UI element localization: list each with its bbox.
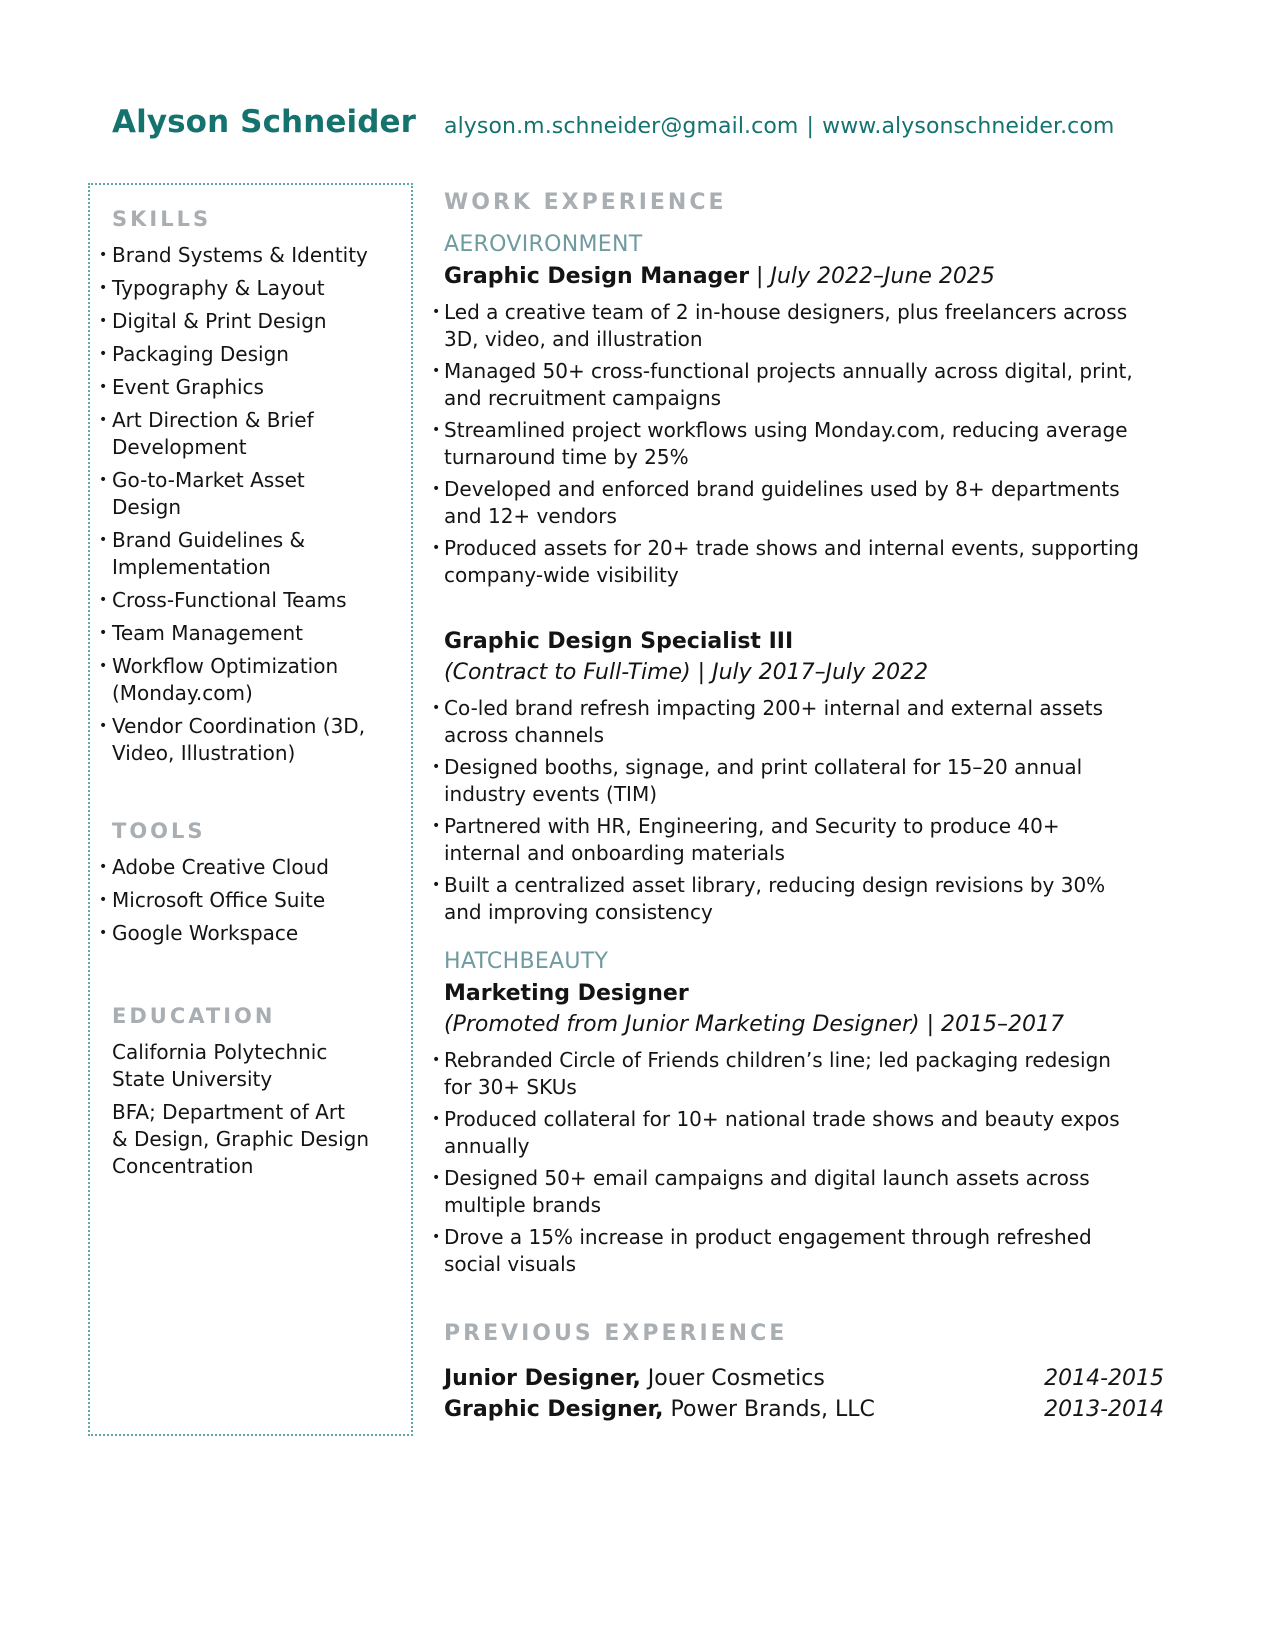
job-separator: |: [919, 1012, 941, 1037]
job-bullets: [444, 695, 1164, 926]
job-bullets: [444, 299, 1164, 589]
list-item: • Brand Guidelines & Implementation: [112, 527, 391, 581]
list-item: • Partnered with HR, Engineering, and Security to produce 40+ internal and onboarding materials: [444, 813, 1164, 867]
job-dates: July 2017–July 2022: [712, 660, 929, 685]
sidebar: [88, 183, 413, 1436]
previous-experience-heading: PREVIOUS EXPERIENCE: [444, 1321, 788, 1346]
contact-line: [444, 114, 1114, 139]
list-item: • Streamlined project workflows using Monday.com, reducing average turnaround time by 25%: [444, 417, 1164, 471]
list-item: • Managed 50+ cross-functional projects annually across digital, print, and recruitment campaigns: [444, 358, 1164, 412]
job-separator: |: [749, 264, 771, 289]
list-item: • Microsoft Office Suite: [112, 887, 391, 914]
previous-job: Junior Designer, Jouer Cosmetics: [444, 1366, 825, 1391]
previous-job-row: [444, 1363, 1164, 1394]
previous-job-row: [444, 1394, 1164, 1425]
main-column: [444, 190, 1164, 1425]
list-item: • Developed and enforced brand guidelines used by 8+ departments and 12+ vendors: [444, 476, 1164, 530]
list-item: • Led a creative team of 2 in-house designers, plus freelancers across 3D, video, and illustration: [444, 299, 1164, 353]
job-note: (Promoted from Junior Marketing Designer): [444, 1012, 920, 1037]
list-item: • Co-led brand refresh impacting 200+ internal and external assets across channels: [444, 695, 1164, 749]
list-item: • Art Direction & Brief Development: [112, 407, 391, 461]
job-title: Marketing Designer: [444, 981, 689, 1006]
contact-separator: |: [806, 114, 815, 139]
previous-job: Graphic Designer, Power Brands, LLC: [444, 1397, 875, 1422]
resume-name: Alyson Schneider: [112, 104, 417, 140]
list-item: • Packaging Design: [112, 341, 391, 368]
list-item: • Go-to-Market Asset Design: [112, 467, 391, 521]
list-item: • Produced assets for 20+ trade shows and internal events, supporting company-wide visibility: [444, 535, 1164, 589]
list-item: • Event Graphics: [112, 374, 391, 401]
job-title-line: [444, 978, 1164, 1009]
list-item: • Digital & Print Design: [112, 308, 391, 335]
education-degree: BFA; Department of Art & Design, Graphic Design Concentration: [112, 1100, 370, 1178]
list-item: • Produced collateral for 10+ national trade shows and beauty expos annually: [444, 1106, 1164, 1160]
list-item: • Designed booths, signage, and print collateral for 15–20 annual industry events (TIM): [444, 754, 1164, 808]
job-title-line: [444, 626, 1164, 657]
email-link[interactable]: alyson.m.schneider@gmail.com: [444, 114, 799, 139]
list-item: • Brand Systems & Identity: [112, 242, 391, 269]
list-item: • Rebranded Circle of Friends children’s line; led packaging redesign for 30+ SKUs: [444, 1047, 1164, 1101]
list-item: • Built a centralized asset library, reducing design revisions by 30% and improving consistency: [444, 872, 1164, 926]
job-meta-line: [444, 657, 1164, 688]
website-link[interactable]: www.alysonschneider.com: [822, 114, 1115, 139]
job-meta-line: [444, 1009, 1164, 1040]
skills-list: [112, 242, 391, 767]
company-aerovironment: AEROVIRONMENT: [444, 232, 643, 257]
list-item: • Vendor Coordination (3D, Video, Illustration): [112, 713, 391, 767]
job-dates: July 2022–June 2025: [770, 264, 995, 289]
previous-job-years: 2013-2014: [1044, 1397, 1164, 1422]
list-item: • Drove a 15% increase in product engagement through refreshed social visuals: [444, 1224, 1164, 1278]
list-item: • Designed 50+ email campaigns and digital launch assets across multiple brands: [444, 1165, 1164, 1219]
job-bullets: [444, 1047, 1164, 1278]
list-item: • Team Management: [112, 620, 391, 647]
tools-heading: TOOLS: [112, 819, 206, 843]
job-separator: |: [690, 660, 713, 685]
job-title: Graphic Design Manager: [444, 264, 750, 289]
job-title-line: [444, 261, 1164, 292]
job-title: Graphic Design Specialist III: [444, 629, 794, 654]
education-school: California Polytechnic State University: [112, 1040, 328, 1091]
job-dates: 2015–2017: [940, 1012, 1064, 1037]
list-item: • Google Workspace: [112, 920, 391, 947]
company-hatchbeauty: HATCHBEAUTY: [444, 949, 609, 974]
work-experience-heading: WORK EXPERIENCE: [444, 190, 727, 215]
skills-heading: SKILLS: [112, 207, 212, 231]
list-item: • Typography & Layout: [112, 275, 391, 302]
job-note: (Contract to Full-Time): [444, 660, 691, 685]
previous-experience-list: [444, 1363, 1164, 1425]
education-heading: EDUCATION: [112, 1004, 276, 1028]
tools-list: [112, 854, 391, 947]
list-item: • Adobe Creative Cloud: [112, 854, 391, 881]
list-item: • Workflow Optimization (Monday.com): [112, 653, 391, 707]
list-item: • Cross-Functional Teams: [112, 587, 391, 614]
previous-job-years: 2014-2015: [1044, 1366, 1164, 1391]
